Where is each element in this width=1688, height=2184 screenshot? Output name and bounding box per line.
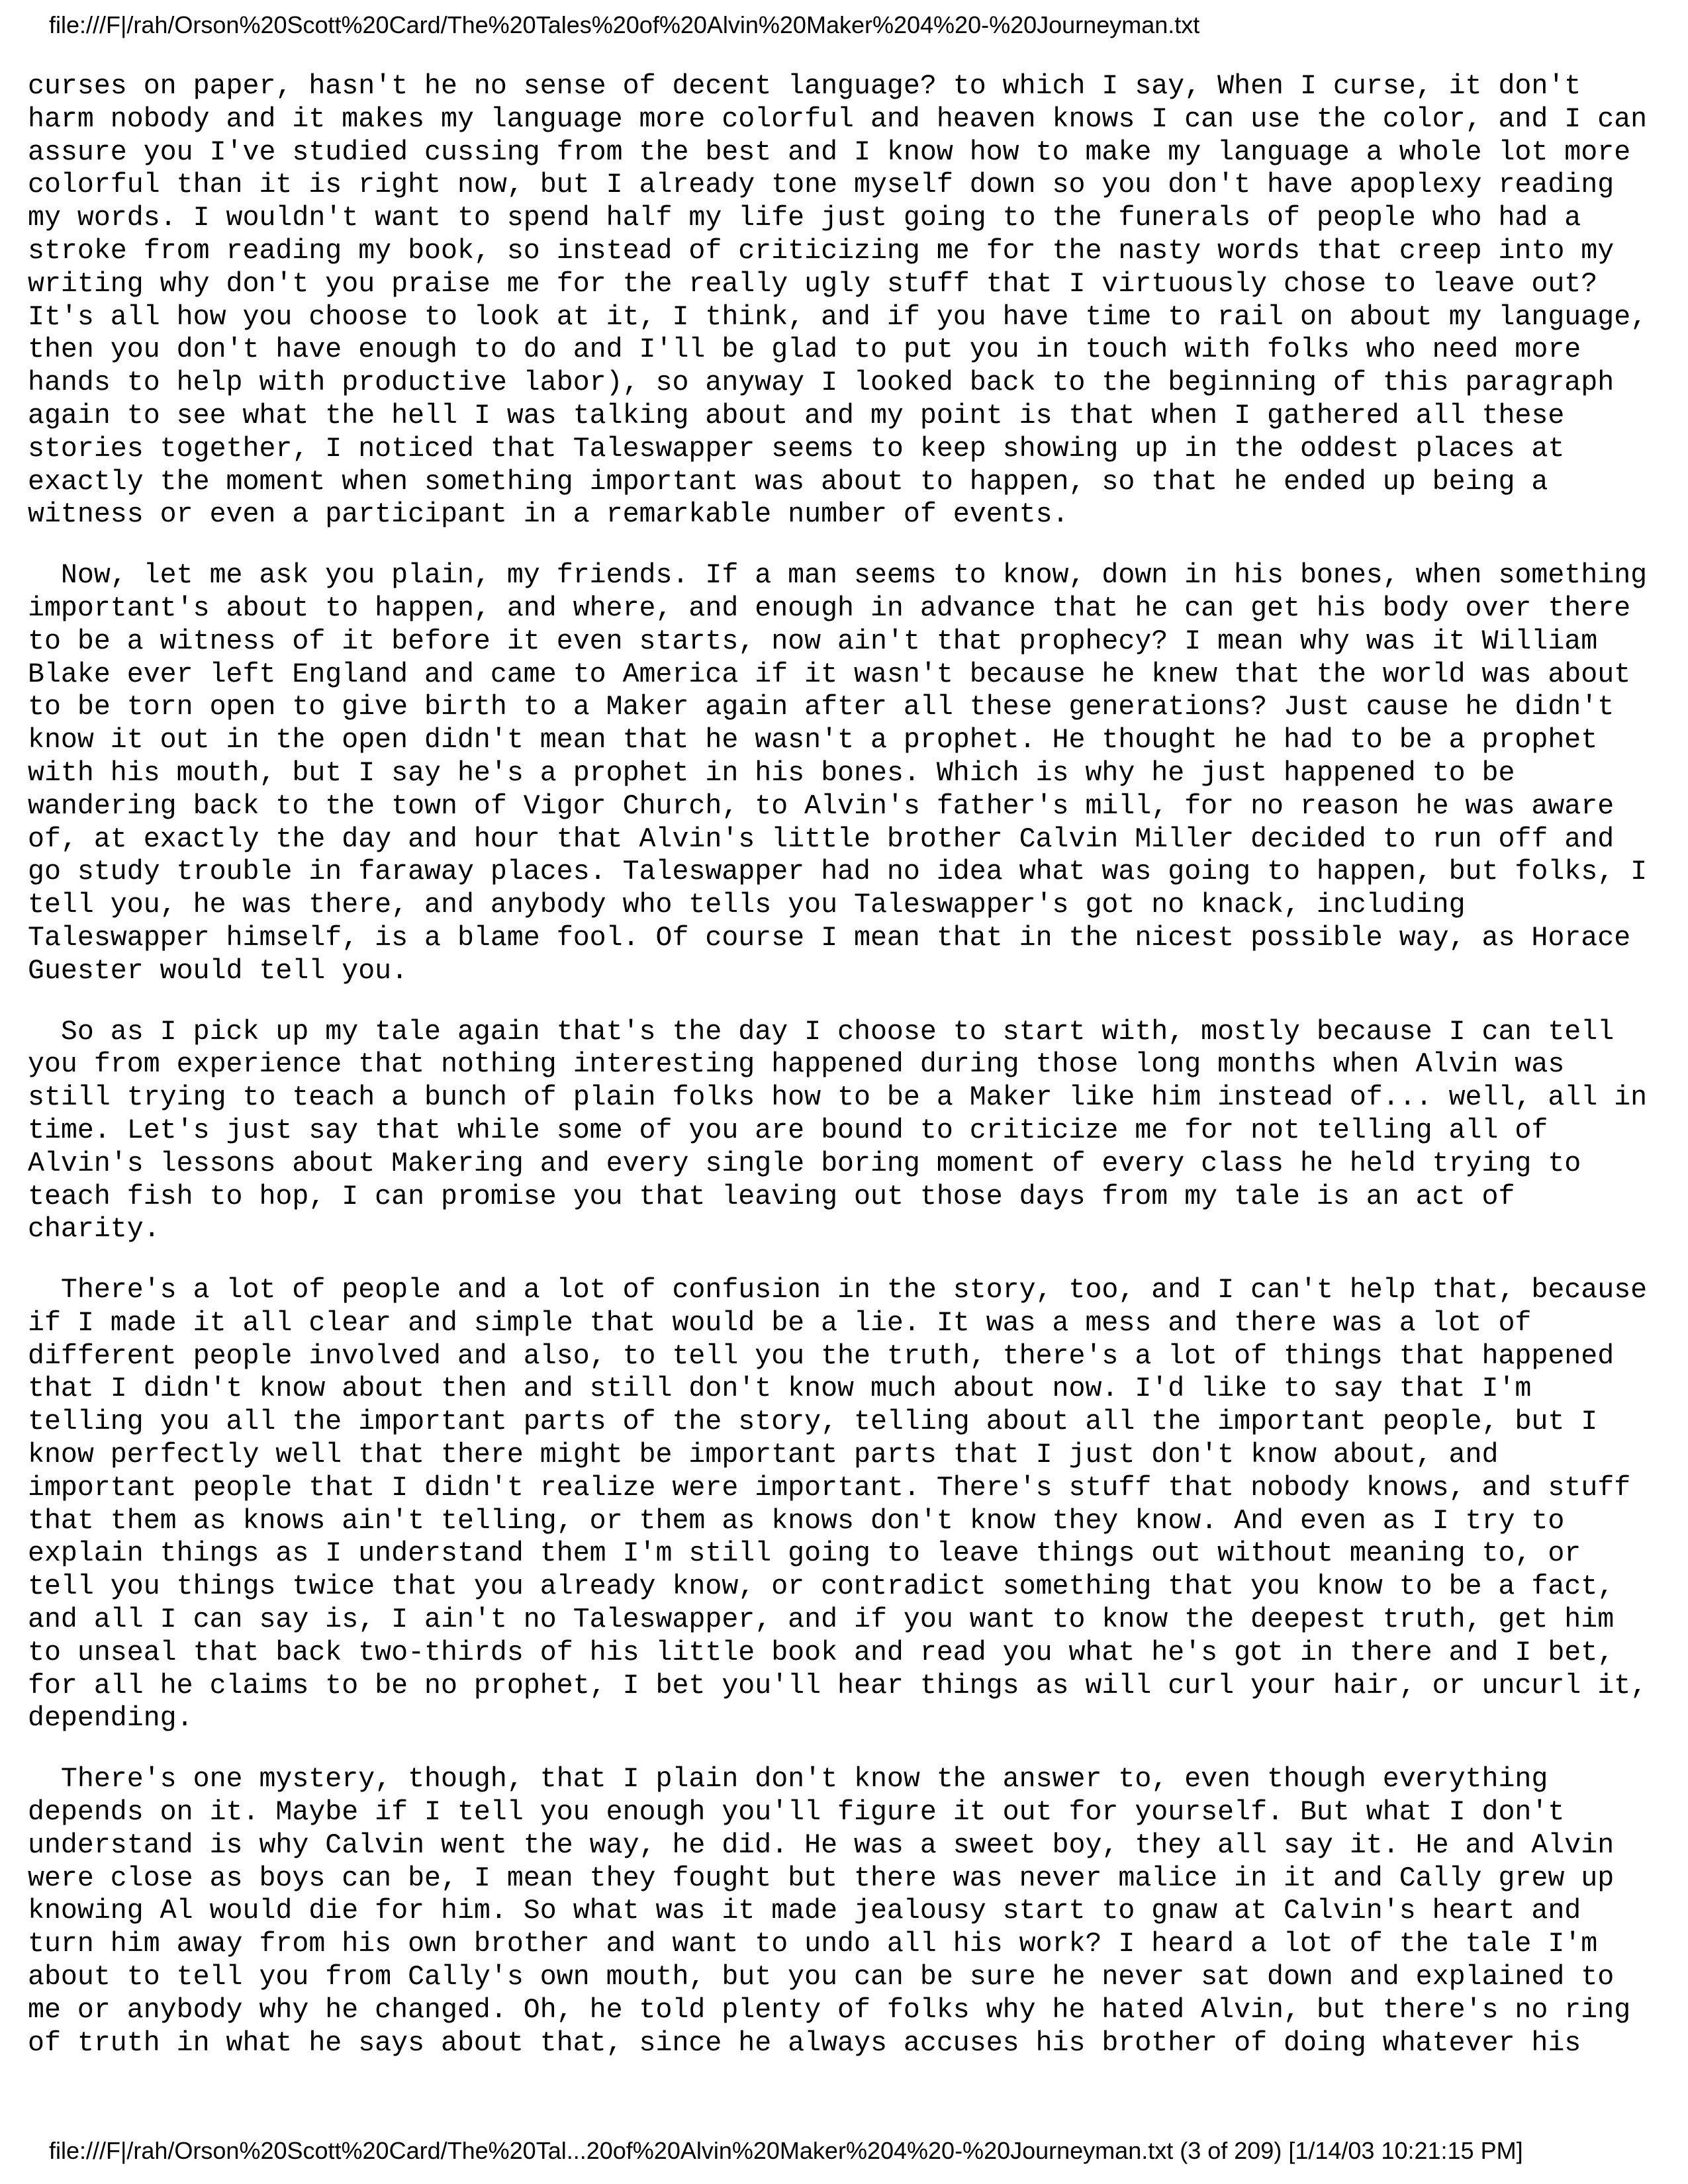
text-line: me or anybody why he changed. Oh, he told plenty of folks why he hated Alvin, but there's no ring: [28, 1994, 1631, 2026]
text-line: teach fish to hop, I can promise you that leaving out those days from my tale is an act of: [28, 1181, 1515, 1212]
text-line: still trying to teach a bunch of plain folks how to be a Maker like him instead of... well, all in: [28, 1082, 1648, 1114]
paragraph: [28, 70, 1669, 531]
text-line: tell you things twice that you already know, or contradict something that you know to be a fact,: [28, 1571, 1615, 1603]
text-line: tell you, he was there, and anybody who tells you Taleswapper's got no knack, including: [28, 889, 1466, 921]
text-line: wandering back to the town of Vigor Church, to Alvin's father's mill, for no reason he was aware: [28, 790, 1615, 822]
page-footer: file:///F|/rah/Orson%20Scott%20Card/The%20Tal...20of%20Alvin%20Maker%204%20-%20Journeyman.txt (3 of 209) [1/14/03 10:21:15 PM]: [49, 2137, 1523, 2164]
paragraph: [28, 1274, 1669, 1735]
document-body: [28, 70, 1669, 2087]
text-line: that them as knows ain't telling, or them as knows don't know they know. And even as I try to: [28, 1505, 1565, 1537]
text-line: There's a lot of people and a lot of confusion in the story, too, and I can't help that, because: [28, 1275, 1648, 1306]
text-line: Taleswapper himself, is a blame fool. Of course I mean that in the nicest possible way, as Horace: [28, 922, 1631, 954]
text-line: Alvin's lessons about Makering and every single boring moment of every class he held trying to: [28, 1148, 1581, 1179]
text-line: turn him away from his own brother and want to undo all his work? I heard a lot of the tale I'm: [28, 1929, 1598, 1960]
text-line: then you don't have enough to do and I'll be glad to put you in touch with folks who need more: [28, 334, 1581, 366]
text-line: explain things as I understand them I'm still going to leave things out without meaning to, or: [28, 1538, 1581, 1570]
text-line: know it out in the open didn't mean that he wasn't a prophet. He thought he had to be a prophet: [28, 725, 1598, 756]
text-line: stroke from reading my book, so instead of criticizing me for the nasty words that creep into my: [28, 235, 1615, 267]
text-line: depending.: [28, 1703, 193, 1735]
text-line: my words. I wouldn't want to spend half my life just going to the funerals of people who had a: [28, 203, 1581, 234]
text-line: time. Let's just say that while some of you are bound to criticize me for not telling all of: [28, 1115, 1548, 1146]
text-line: know perfectly well that there might be important parts that I just don't know about, and: [28, 1439, 1499, 1471]
text-line: depends on it. Maybe if I tell you enough you'll figure it out for yourself. But what I don't: [28, 1797, 1565, 1829]
text-line: colorful than it is right now, but I already tone myself down so you don't have apoplexy reading: [28, 169, 1615, 201]
text-line: of, at exactly the day and hour that Alvin's little brother Calvin Miller decided to run off and: [28, 823, 1615, 855]
text-line: writing why don't you praise me for the really ugly stuff that I virtuously chose to leave out?: [28, 268, 1598, 300]
paragraph: [28, 1763, 1669, 2060]
text-line: charity.: [28, 1214, 160, 1246]
text-line: understand is why Calvin went the way, he did. He was a sweet boy, they all say it. He and Alvin: [28, 1829, 1615, 1861]
text-line: important people that I didn't realize were important. There's stuff that nobody knows, and stuff: [28, 1472, 1631, 1504]
text-line: for all he claims to be no prophet, I bet you'll hear things as will curl your hair, or uncurl it,: [28, 1670, 1648, 1702]
text-line: Now, let me ask you plain, my friends. If a man seems to know, down in his bones, when something: [28, 560, 1648, 592]
text-line: if I made it all clear and simple that would be a lie. It was a mess and there was a lot of: [28, 1307, 1532, 1339]
text-line: were close as boys can be, I mean they fought but there was never malice in it and Cally grew up: [28, 1862, 1615, 1894]
text-line: knowing Al would die for him. So what was it made jealousy start to gnaw at Calvin's heart and: [28, 1895, 1581, 1927]
text-line: different people involved and also, to tell you the truth, there's a lot of things that happened: [28, 1340, 1615, 1372]
text-line: Blake ever left England and came to America if it wasn't because he knew that the world was about: [28, 659, 1631, 690]
text-line: to be a witness of it before it even starts, now ain't that prophecy? I mean why was it William: [28, 625, 1598, 657]
text-line: to unseal that back two-thirds of his little book and read you what he's got in there and I bet,: [28, 1637, 1615, 1668]
text-line: again to see what the hell I was talking about and my point is that when I gathered all these: [28, 400, 1565, 432]
page-header-path: file:///F|/rah/Orson%20Scott%20Card/The%20Tales%20of%20Alvin%20Maker%204%20-%20Journeyman.txt: [49, 11, 1200, 38]
text-line: exactly the moment when something important was about to happen, so that he ended up being a: [28, 466, 1548, 498]
text-line: There's one mystery, though, that I plain don't know the answer to, even though everything: [28, 1764, 1548, 1796]
text-line: important's about to happen, and where, and enough in advance that he can get his body over there: [28, 592, 1631, 624]
text-line: witness or even a participant in a remarkable number of events.: [28, 499, 1069, 531]
text-line: you from experience that nothing interesting happened during those long months when Alvin was: [28, 1049, 1565, 1081]
text-line: of truth in what he says about that, since he always accuses his brother of doing whatever his: [28, 2027, 1581, 2059]
text-line: assure you I've studied cussing from the best and I know how to make my language a whole lot more: [28, 136, 1631, 168]
text-line: It's all how you choose to look at it, I think, and if you have time to rail on about my language,: [28, 301, 1648, 333]
text-line: So as I pick up my tale again that's the day I choose to start with, mostly because I can tell: [28, 1016, 1615, 1048]
paragraph: [28, 559, 1669, 987]
text-line: harm nobody and it makes my language more colorful and heaven knows I can use the color, and I can: [28, 103, 1648, 135]
text-line: hands to help with productive labor), so anyway I looked back to the beginning of this paragraph: [28, 367, 1615, 399]
text-line: curses on paper, hasn't he no sense of decent language? to which I say, When I curse, it don't: [28, 71, 1581, 102]
text-line: Guester would tell you.: [28, 955, 408, 987]
text-line: stories together, I noticed that Taleswapper seems to keep showing up in the oddest places at: [28, 433, 1565, 465]
text-line: with his mouth, but I say he's a prophet in his bones. Which is why he just happened to be: [28, 757, 1515, 789]
text-line: to be torn open to give birth to a Maker again after all these generations? Just cause he didn't: [28, 692, 1615, 723]
paragraph: [28, 1016, 1669, 1247]
text-line: that I didn't know about then and still don't know much about now. I'd like to say that I'm: [28, 1373, 1532, 1405]
text-line: about to tell you from Cally's own mouth, but you can be sure he never sat down and explained to: [28, 1962, 1615, 1993]
text-line: and all I can say is, I ain't no Taleswapper, and if you want to know the deepest truth, get him: [28, 1604, 1615, 1636]
text-line: go study trouble in faraway places. Taleswapper had no idea what was going to happen, but folks, I: [28, 856, 1648, 888]
text-line: telling you all the important parts of the story, telling about all the important people, but I: [28, 1406, 1598, 1438]
